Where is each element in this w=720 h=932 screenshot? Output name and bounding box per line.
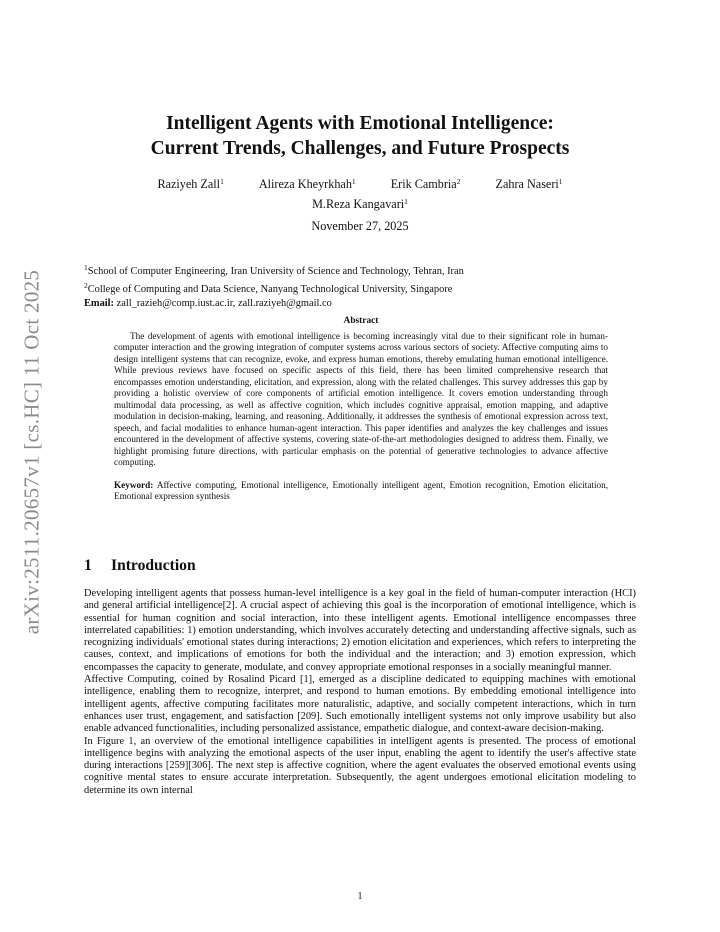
- keyword-text: Affective computing, Emotional intelligence, Emotionally intelligent agent, Emotion recognition, Emotion elicitation, Emotional expression synthesis: [114, 479, 608, 501]
- section-heading: [84, 557, 196, 575]
- author: Erik Cambria$^2$: [390, 177, 461, 191]
- affiliations: [84, 261, 644, 311]
- arxiv-identifier: arXiv:2511.20657v1 [cs.HC] 11 Oct 2025: [19, 269, 44, 635]
- affiliation: $^2$College of Computing and Data Science, Nanyang Technological University, Singapore: [84, 281, 453, 295]
- email-address: zall_razieh@comp.iust.ac.ir, zall.raziyeh@gmail.co: [116, 298, 332, 309]
- publication-date: November 27, 2025: [311, 219, 409, 233]
- author-row-1: [60, 173, 660, 193]
- title-line-2: Current Trends, Challenges, and Future Prospects: [150, 138, 570, 159]
- abstract-heading: Abstract: [343, 316, 379, 326]
- paper-title: [60, 111, 660, 161]
- keywords: [114, 480, 608, 503]
- email-line: [84, 297, 644, 311]
- author: Zahra Naseri$^1$: [495, 177, 563, 191]
- affiliation: $^1$School of Computer Engineering, Iran University of Science and Technology, Tehran, Iran: [84, 263, 464, 277]
- page-number: 1: [357, 891, 363, 902]
- section-title: Introduction: [111, 557, 196, 574]
- author: M.Reza Kangavari$^1$: [312, 197, 408, 211]
- introduction-body: [84, 588, 636, 797]
- author-list: [60, 173, 660, 213]
- paragraph: Affective Computing, coined by Rosalind Picard [1], emerged as a discipline dedicated to equipping machines with emotional intelligence, enabling them to recognize, interpret, and respond to human emotions. By embedding emotional intelligence into intelligent agents, affective computing facilitates more naturalistic, adaptive, and socially competent interactions, which in turn enhances user trust, engagement, and satisfaction [209]. Such emotionally intelligent systems not only improve usability but also enable advanced functionalities, including personalized assistance, empathetic dialogue, and context-aware decision-making.: [84, 674, 636, 735]
- paragraph: In Figure 1, an overview of the emotional intelligence capabilities in intelligent agents is presented. The process of emotional intelligence begins with analyzing the emotional aspects of the user input, enabling the agent to identify the user's affective state during interactions [259][306]. The next step is affective cognition, where the agent evaluates the observed emotional events using cognitive mental states to ensure accurate interpretation. Subsequently, the agent undergoes emotional elicitation modeling to determine its own internal: [84, 735, 636, 796]
- email-label: Email:: [84, 298, 115, 309]
- title-line-1: Intelligent Agents with Emotional Intelligence:: [166, 113, 554, 134]
- paragraph: Developing intelligent agents that possess human-level intelligence is a key goal in the field of human-computer interaction (HCI) and general artificial intelligence[2]. A crucial aspect of achieving this goal is the incorporation of emotional intelligence, which is essential for human cognition and social interaction, into these intelligent agents. Emotional intelligence encompasses three interrelated capabilities: 1) emotion understanding, which involves accurately detecting and understanding affective signals, such as recognizing individuals' emotional states during interactions; 2) emotion elicitation and experiences, which refers to interpreting the causes, context, and implications of emotions for both the individual and the interaction; and 3) emotion expression, which encompasses the capacity to generate, modulate, and convey appropriate emotional responses in a socially meaningful manner.: [84, 588, 636, 673]
- abstract-text: The development of agents with emotional intelligence is becoming increasingly vital due to their significant role in human-computer interaction and the growing integration of computer systems across various sectors of society. Affective computing aims to design intelligent systems that can recognize, evoke, and express human emotions, thereby emulating human emotional intelligence. While previous reviews have focused on specific aspects of this field, there has been limited comprehensive research that encompasses emotion understanding, elicitation, and expression, along with the related challenges. This survey addresses this gap by providing a holistic overview of core components of artificial emotion intelligence. It covers emotion understanding through multimodal data processing, as well as affective cognition, which includes cognitive appraisal, emotion mapping, and adaptive modulation in decision-making, learning, and reasoning. Additionally, it addresses the synthesis of emotional expression across text, speech, and facial modalities to enhance human-agent interaction. This paper identifies and analyzes the key challenges and issues encountered in the development of affective systems, covering state-of-the-art methodologies designed to address them. Finally, we highlight promising future directions, with particular emphasis on the potential of generative technologies to advance affective computing.: [114, 330, 608, 467]
- author-row-2: [60, 193, 660, 213]
- arxiv-side-label: [12, 262, 52, 642]
- section-number: 1: [84, 557, 92, 574]
- keyword-label: Keyword:: [114, 479, 154, 490]
- abstract: [114, 316, 608, 503]
- author: Raziyeh Zall$^1$: [157, 177, 224, 191]
- author: Alireza Kheyrkhah$^1$: [258, 177, 356, 191]
